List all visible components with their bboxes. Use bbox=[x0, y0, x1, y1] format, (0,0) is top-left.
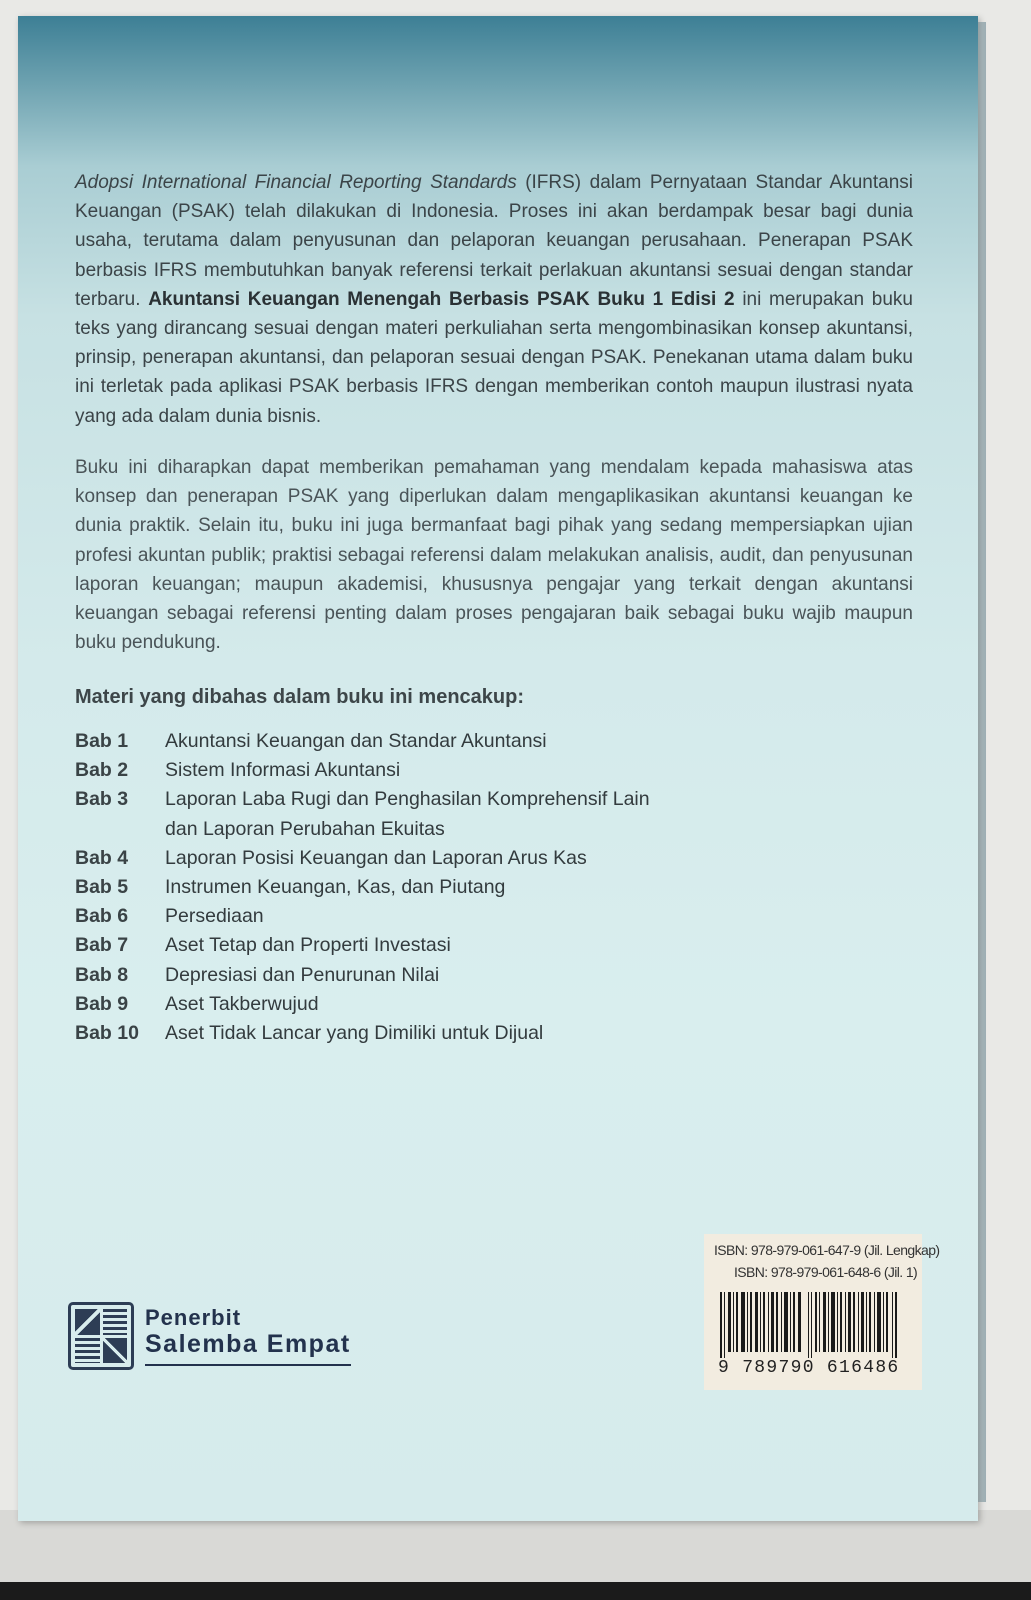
blurb-paragraph-1 bbox=[75, 168, 913, 431]
chapter-title-line-2: dan Laporan Perubahan Ekuitas bbox=[165, 817, 445, 840]
chapter-item bbox=[75, 1019, 715, 1048]
chapter-item bbox=[75, 961, 715, 990]
chapter-number: Bab 10 bbox=[75, 1022, 139, 1045]
chapter-item bbox=[75, 727, 715, 756]
contents-heading: Materi yang dibahas dalam buku ini mencakup: bbox=[75, 686, 524, 708]
book-back-cover bbox=[18, 16, 978, 1521]
chapter-item bbox=[75, 844, 715, 873]
publisher-label: Penerbit bbox=[145, 1305, 242, 1330]
chapter-title: Sistem Informasi Akuntansi bbox=[165, 759, 401, 782]
chapter-list bbox=[75, 727, 715, 1048]
barcode-number: 9 789790 616486 bbox=[718, 1358, 908, 1378]
publisher-name bbox=[145, 1306, 351, 1366]
chapter-number: Bab 3 bbox=[75, 788, 129, 811]
chapter-title: Aset Tidak Lancar yang Dimiliki untuk Dijual bbox=[165, 1022, 544, 1045]
chapter-number: Bab 4 bbox=[75, 846, 129, 869]
chapter-item bbox=[75, 756, 715, 785]
blurb-text-b: ini merupakan buku teks yang dirancang sesuai dengan materi perkuliahan serta mengombinasikan konsep akuntansi, prinsip, penerapan akuntansi, dan pelaporan sesuai dengan PSAK. Penekanan utama dalam buku ini terletak pada aplikasi PSAK berbasis IFRS dengan memberikan contoh maupun ilustrasi nyata yang ada dalam dunia bisnis. bbox=[75, 288, 914, 427]
chapter-title: Akuntansi Keuangan dan Standar Akuntansi bbox=[165, 730, 547, 752]
chapter-item bbox=[75, 990, 715, 1019]
chapter-number: Bab 2 bbox=[75, 759, 129, 782]
blurb-paragraph-2: Buku ini diharapkan dapat memberikan pemahaman yang mendalam kepada mahasiswa atas konsep dan penerapan PSAK yang diperlukan dalam mengaplikasikan akuntansi keuangan ke dunia praktik. Selain itu, buku ini juga bermanfaat bagi pihak yang sedang mempersiapkan ujian profesi akuntan publik; praktisi sebagai referensi dalam melakukan analisis, audit, dan penyusunan laporan keuangan; maupun akademisi, khususnya pengajar yang terkait dengan akuntansi keuangan sebagai referensi penting dalam proses pengajaran baik sebagai buku wajib maupun buku pendukung. bbox=[75, 457, 913, 654]
chapter-title: Persediaan bbox=[165, 905, 264, 928]
chapter-title bbox=[165, 785, 715, 843]
publisher-block bbox=[68, 1302, 351, 1370]
isbn-sticker bbox=[704, 1234, 940, 1390]
publisher-title: Salemba Empat bbox=[145, 1330, 351, 1366]
chapter-item bbox=[75, 873, 715, 902]
chapter-number: Bab 7 bbox=[75, 934, 129, 957]
blurb-italic-intro: Adopsi International Financial Reporting Standards bbox=[75, 172, 517, 193]
chapter-number: Bab 9 bbox=[75, 992, 129, 1015]
chapter-title: Aset Tetap dan Properti Investasi bbox=[165, 934, 451, 957]
barcode-icon bbox=[718, 1292, 908, 1362]
chapter-title: Laporan Posisi Keuangan dan Laporan Arus Kas bbox=[165, 846, 587, 869]
chapter-item bbox=[75, 785, 715, 843]
isbn-complete-set: ISBN: 978-979-061-647-9 (Jil. Lengkap) bbox=[714, 1242, 940, 1258]
book-title-bold: Akuntansi Keuangan Menengah Berbasis PSAK Buku 1 Edisi 2 bbox=[148, 288, 735, 310]
table-edge bbox=[0, 1582, 1031, 1600]
blurb-text-a: (IFRS) dalam Pernyataan Standar Akuntansi Keuangan (PSAK) telah dilakukan di Indonesia. Proses ini akan berdampak besar bagi dunia usaha, terutama dalam penyusunan dan pelaporan keuangan perusahaan. Penerapan PSAK berbasis IFRS membutuhkan banyak referensi terkait perlakuan akuntansi sesuai dengan standar terbaru. bbox=[75, 172, 913, 310]
chapter-title: Instrumen Keuangan, Kas, dan Piutang bbox=[165, 876, 506, 899]
chapter-title: Depresiasi dan Penurunan Nilai bbox=[165, 963, 440, 986]
chapter-number: Bab 1 bbox=[75, 730, 129, 752]
chapter-item bbox=[75, 902, 715, 931]
chapter-number: Bab 8 bbox=[75, 963, 129, 986]
isbn-volume-1: ISBN: 978-979-061-648-6 (Jil. 1) bbox=[734, 1264, 918, 1280]
chapter-number: Bab 5 bbox=[75, 876, 129, 899]
publisher-logo-icon bbox=[68, 1302, 134, 1370]
chapter-item bbox=[75, 931, 715, 960]
chapter-title: Aset Takberwujud bbox=[165, 992, 319, 1015]
chapter-title-line-1: Laporan Laba Rugi dan Penghasilan Komprehensif Lain bbox=[165, 788, 650, 811]
chapter-number: Bab 6 bbox=[75, 905, 129, 928]
